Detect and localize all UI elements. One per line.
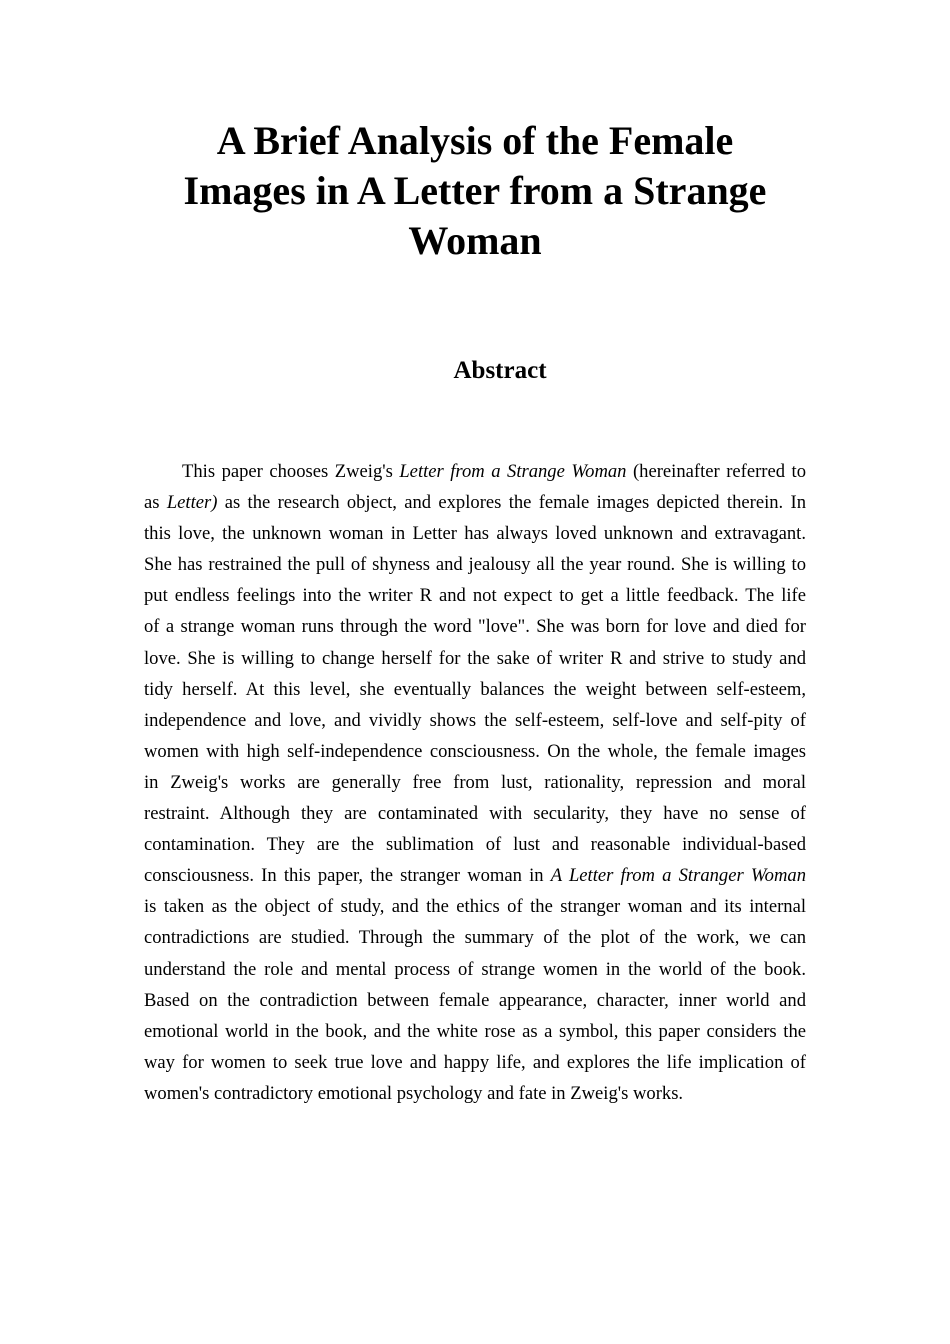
abstract-text: This paper chooses Zweig's (182, 461, 400, 482)
abstract-line (144, 674, 806, 705)
abstract-line (144, 487, 806, 518)
abstract-text: consciousness. In this paper, the stranger woman in (144, 865, 551, 887)
abstract-text: way for women to seek true love and happy life, and explores the life implication of (144, 1051, 806, 1073)
abstract-text: this love, the unknown woman in Letter has always loved unknown and extravagant. (144, 523, 806, 545)
abstract-heading: Abstract (453, 357, 547, 384)
abstract-line (144, 829, 806, 860)
abstract-text: emotional world in the book, and the white rose as a symbol, this paper considers the (144, 1020, 806, 1042)
italic-title-text: Letter from a Strange Woman (399, 461, 627, 482)
abstract-text: She has restrained the pull of shyness and jealousy all the year round. She is willing to (144, 554, 806, 576)
abstract-line (144, 611, 806, 642)
abstract-text: independence and love, and vividly shows the self-esteem, self-love and self-pity of (144, 709, 806, 731)
abstract-text: as the research object, and explores the female images depicted therein. In (217, 492, 806, 514)
paper-title (150, 116, 800, 266)
abstract-line (144, 1047, 806, 1078)
abstract-text: of a strange woman runs through the word "love". She was born for love and died for (144, 616, 806, 638)
italic-title-text: Letter) (166, 492, 218, 514)
abstract-text: as (144, 492, 167, 514)
abstract-line (144, 643, 806, 674)
abstract-text: put endless feelings into the writer R and not expect to get a little feedback. The life (144, 585, 806, 607)
abstract-text: women's contradictory emotional psychology and fate in Zweig's works. (144, 1082, 684, 1104)
paper-title-line: Images in A Letter from a Strange (183, 168, 767, 213)
abstract-line (144, 1078, 806, 1109)
abstract-text: in Zweig's works are generally free from lust, rationality, repression and moral (144, 771, 806, 793)
abstract-text: Based on the contradiction between female appearance, character, inner world and (144, 989, 806, 1011)
abstract-line (144, 736, 806, 767)
abstract-text: contamination. They are the sublimation of lust and reasonable individual-based (144, 834, 806, 856)
abstract-line (144, 518, 806, 549)
abstract-line (144, 456, 806, 487)
abstract-text: is taken as the object of study, and the ethics of the stranger woman and its internal (144, 896, 806, 918)
abstract-text: contradictions are studied. Through the summary of the plot of the work, we can (144, 927, 806, 949)
abstract-line (144, 580, 806, 611)
abstract-text: restraint. Although they are contaminated with secularity, they have no sense of (144, 803, 806, 825)
abstract-text: understand the role and mental process of strange women in the world of the book. (144, 958, 806, 980)
abstract-line (144, 1016, 806, 1047)
paper-title-line: A Brief Analysis of the Female (216, 118, 734, 163)
abstract-line (144, 985, 806, 1016)
abstract-text: women with high self-independence consciousness. On the whole, the female images (144, 740, 806, 762)
abstract-line (144, 705, 806, 736)
abstract-text: (hereinafter referred to (626, 461, 807, 482)
paper-title-line: Woman (408, 218, 542, 263)
abstract-text: love. She is willing to change herself for the sake of writer R and strive to study and (144, 647, 806, 669)
abstract-line (144, 860, 806, 891)
abstract-line (144, 549, 806, 580)
abstract-line (144, 922, 806, 953)
abstract-line (144, 891, 806, 922)
abstract-line (144, 954, 806, 985)
abstract-text: tidy herself. At this level, she eventually balances the weight between self-esteem, (144, 678, 806, 700)
abstract-line (144, 767, 806, 798)
abstract-paragraph (144, 456, 806, 1109)
abstract-line (144, 798, 806, 829)
italic-title-text: A Letter from a Stranger Woman (550, 865, 806, 887)
